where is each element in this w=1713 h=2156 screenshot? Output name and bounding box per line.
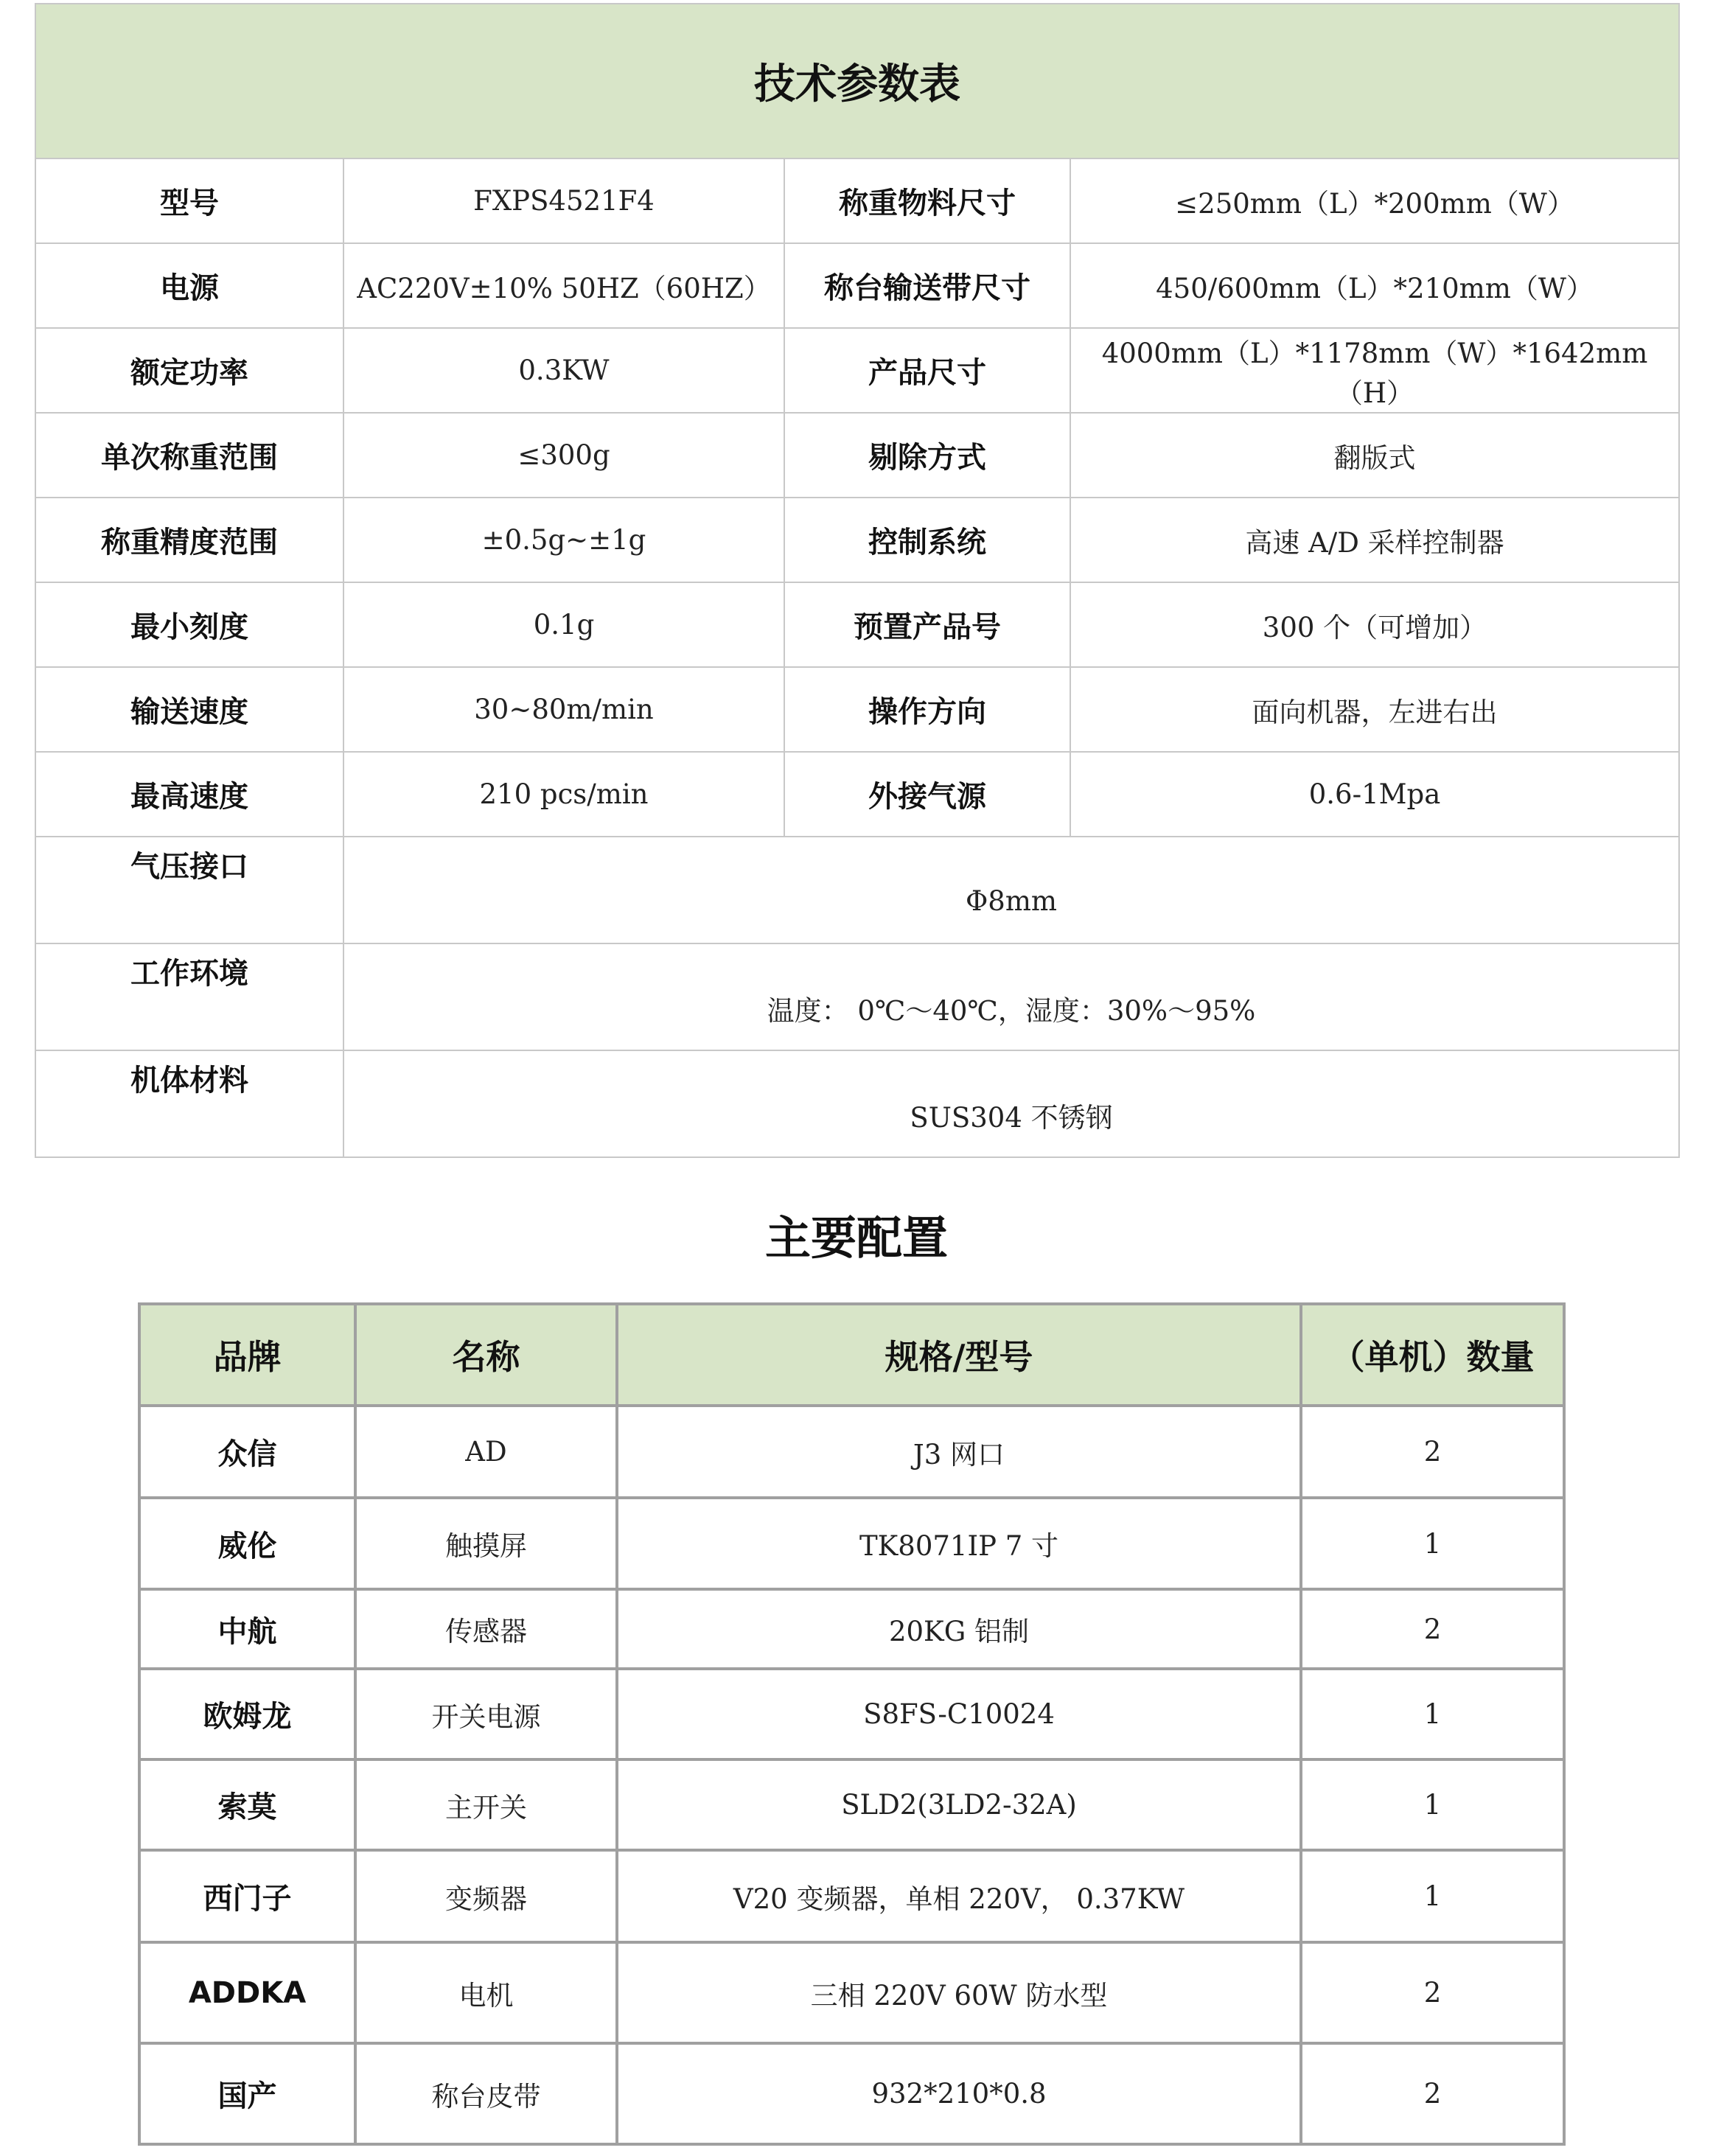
table-row	[35, 413, 1679, 498]
spec-value: SUS304 不锈钢	[343, 1050, 1679, 1157]
table-row	[35, 328, 1679, 413]
spec-cell: SLD2(3LD2-32A)	[617, 1759, 1301, 1850]
spec-value: 300 个（可增加）	[1070, 582, 1679, 667]
spec-value: AC220V±10% 50HZ（60HZ）	[343, 243, 784, 328]
spec-table-title: 技术参数表	[35, 4, 1679, 158]
qty-cell: 2	[1301, 2043, 1564, 2144]
qty-cell: 1	[1301, 1850, 1564, 1942]
spec-value: ±0.5g~±1g	[343, 498, 784, 582]
table-row	[35, 752, 1679, 837]
qty-cell: 2	[1301, 1589, 1564, 1669]
spec-value: Φ8mm	[343, 837, 1679, 943]
spec-label: 型号	[35, 158, 343, 243]
spec-value: 面向机器，左进右出	[1070, 667, 1679, 752]
spec-value: ≤250mm（L）*200mm（W）	[1070, 158, 1679, 243]
name-cell: 传感器	[355, 1589, 617, 1669]
spec-label: 额定功率	[35, 328, 343, 413]
spec-value: 450/600mm（L）*210mm（W）	[1070, 243, 1679, 328]
spec-value: FXPS4521F4	[343, 158, 784, 243]
spec-label: 操作方向	[784, 667, 1070, 752]
name-cell: 开关电源	[355, 1669, 617, 1759]
spec-label: 电源	[35, 243, 343, 328]
spec-label: 外接气源	[784, 752, 1070, 837]
spec-label: 最高速度	[35, 752, 343, 837]
brand-cell: 索莫	[139, 1759, 355, 1850]
spec-cell: TK8071IP 7 寸	[617, 1498, 1301, 1589]
brand-cell: 威伦	[139, 1498, 355, 1589]
table-row	[139, 1759, 1564, 1850]
column-header-spec: 规格/型号	[617, 1304, 1301, 1406]
spec-cell: 932*210*0.8	[617, 2043, 1301, 2144]
spec-value: 210 pcs/min	[343, 752, 784, 837]
spec-table	[35, 3, 1680, 1158]
spec-label: 称重物料尺寸	[784, 158, 1070, 243]
table-row	[35, 582, 1679, 667]
brand-cell: ADDKA	[139, 1942, 355, 2043]
name-cell: 主开关	[355, 1759, 617, 1850]
table-row	[35, 1050, 1679, 1157]
table-row	[139, 2043, 1564, 2144]
brand-cell: 中航	[139, 1589, 355, 1669]
spec-label: 最小刻度	[35, 582, 343, 667]
spec-cell: 20KG 铝制	[617, 1589, 1301, 1669]
spec-value: 温度： 0℃～40℃，湿度：30%～95%	[343, 943, 1679, 1050]
spec-label: 输送速度	[35, 667, 343, 752]
table-row	[35, 243, 1679, 328]
spec-cell: S8FS-C10024	[617, 1669, 1301, 1759]
spec-cell: J3 网口	[617, 1406, 1301, 1498]
spec-value: 翻版式	[1070, 413, 1679, 498]
table-row	[35, 837, 1679, 943]
table-row	[35, 667, 1679, 752]
name-cell: 电机	[355, 1942, 617, 2043]
spec-value: 0.3KW	[343, 328, 784, 413]
spec-value: 30~80m/min	[343, 667, 784, 752]
name-cell: 变频器	[355, 1850, 617, 1942]
config-title: 主要配置	[764, 1211, 948, 1265]
spec-label: 机体材料	[35, 1050, 343, 1157]
config-table	[138, 1302, 1566, 2146]
spec-cell: V20 变频器，单相 220V， 0.37KW	[617, 1850, 1301, 1942]
table-row	[139, 1669, 1564, 1759]
spec-label: 产品尺寸	[784, 328, 1070, 413]
qty-cell: 1	[1301, 1759, 1564, 1850]
table-row	[139, 1850, 1564, 1942]
spec-label: 预置产品号	[784, 582, 1070, 667]
column-header-brand: 品牌	[139, 1304, 355, 1406]
table-row	[35, 498, 1679, 582]
column-header-name: 名称	[355, 1304, 617, 1406]
spec-value: 0.6-1Mpa	[1070, 752, 1679, 837]
table-row	[35, 158, 1679, 243]
spec-value: 0.1g	[343, 582, 784, 667]
qty-cell: 1	[1301, 1498, 1564, 1589]
table-row	[139, 1589, 1564, 1669]
brand-cell: 西门子	[139, 1850, 355, 1942]
brand-cell: 众信	[139, 1406, 355, 1498]
qty-cell: 1	[1301, 1669, 1564, 1759]
spec-cell: 三相 220V 60W 防水型	[617, 1942, 1301, 2043]
table-row	[35, 943, 1679, 1050]
spec-label: 称重精度范围	[35, 498, 343, 582]
spec-value: 4000mm（L）*1178mm（W）*1642mm（H）	[1070, 328, 1679, 413]
qty-cell: 2	[1301, 1406, 1564, 1498]
spec-label: 气压接口	[35, 837, 343, 943]
table-row	[139, 1498, 1564, 1589]
spec-label: 单次称重范围	[35, 413, 343, 498]
spec-label: 剔除方式	[784, 413, 1070, 498]
brand-cell: 国产	[139, 2043, 355, 2144]
brand-cell: 欧姆龙	[139, 1669, 355, 1759]
spec-label: 称台输送带尺寸	[784, 243, 1070, 328]
spec-label: 控制系统	[784, 498, 1070, 582]
spec-label: 工作环境	[35, 943, 343, 1050]
table-row	[139, 1406, 1564, 1498]
qty-cell: 2	[1301, 1942, 1564, 2043]
name-cell: 称台皮带	[355, 2043, 617, 2144]
column-header-qty: （单机）数量	[1301, 1304, 1564, 1406]
spec-value: 高速 A/D 采样控制器	[1070, 498, 1679, 582]
table-row	[139, 1942, 1564, 2043]
spec-value: ≤300g	[343, 413, 784, 498]
name-cell: 触摸屏	[355, 1498, 617, 1589]
table-header-row	[139, 1304, 1564, 1406]
name-cell: AD	[355, 1406, 617, 1498]
